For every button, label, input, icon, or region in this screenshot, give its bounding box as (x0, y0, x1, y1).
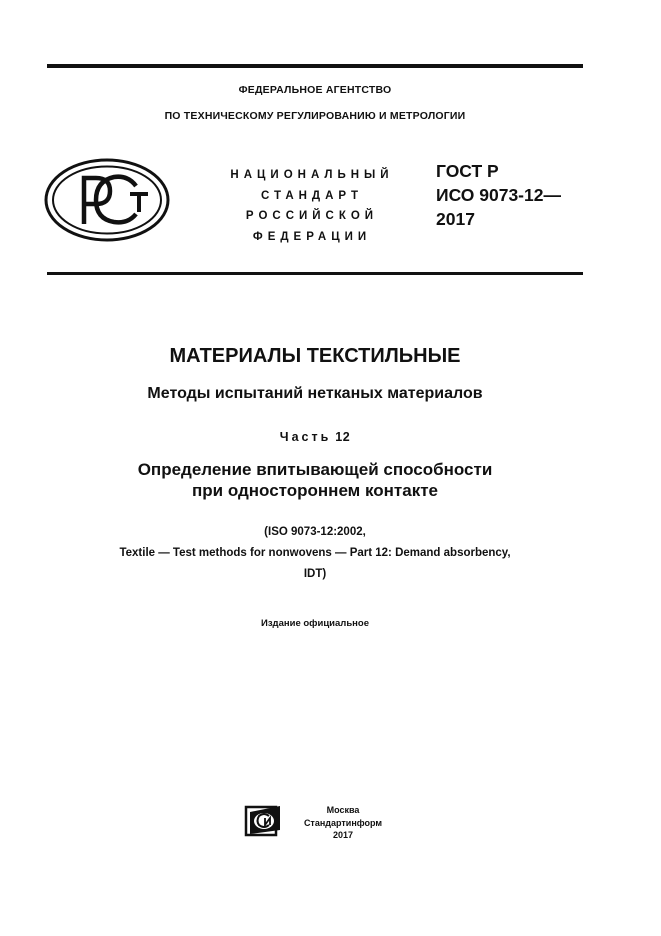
part-number: 12 (335, 430, 351, 444)
national-standard-line-1: НАЦИОНАЛЬНЫЙ (230, 169, 394, 181)
national-standard-line-3: РОССИЙСКОЙ (245, 210, 379, 222)
publisher-info (293, 804, 393, 842)
designation-line-2: ИСО 9073-12— (436, 185, 561, 205)
publisher-name: Стандартинформ (303, 817, 383, 828)
iso-reference-line-1: (ISO 9073-12:2002, (264, 526, 366, 538)
part-heading (47, 430, 583, 444)
designation-line-1: ГОСТ Р (436, 161, 499, 181)
header-bottom-rule (47, 272, 583, 275)
publisher-year: 2017 (332, 830, 354, 840)
iso-reference-line-2: Textile — Test methods for nonwovens — Part 12: Demand absorbency, (119, 547, 511, 559)
part-title-line-2: при одностороннем контакте (192, 481, 438, 500)
publisher-city: Москва (326, 805, 360, 815)
iso-reference-line-3: IDT) (303, 568, 327, 580)
edition-note: Издание официальное (261, 618, 369, 629)
standartinform-logo (244, 804, 284, 838)
standard-designation (436, 159, 561, 231)
designation-line-3: 2017 (436, 209, 475, 229)
agency-line-1: ФЕДЕРАЛЬНОЕ АГЕНТСТВО (238, 84, 392, 96)
national-standard-line-2: СТАНДАРТ (261, 189, 363, 202)
rst-certification-logo (44, 158, 170, 242)
national-standard-line-4: ФЕДЕРАЦИИ (252, 230, 372, 243)
national-standard-block (212, 165, 412, 247)
iso-reference (47, 522, 583, 585)
agency-line-2: ПО ТЕХНИЧЕСКОМУ РЕГУЛИРОВАНИЮ И МЕТРОЛОГИИ (164, 110, 466, 122)
part-title (47, 459, 583, 501)
part-title-line-1: Определение впитывающей способности (137, 460, 493, 479)
document-subtitle: Методы испытаний нетканых материалов (147, 385, 483, 402)
part-word: Часть (279, 430, 332, 444)
top-rule (47, 64, 583, 68)
document-title: МАТЕРИАЛЫ ТЕКСТИЛЬНЫЕ (169, 345, 461, 367)
